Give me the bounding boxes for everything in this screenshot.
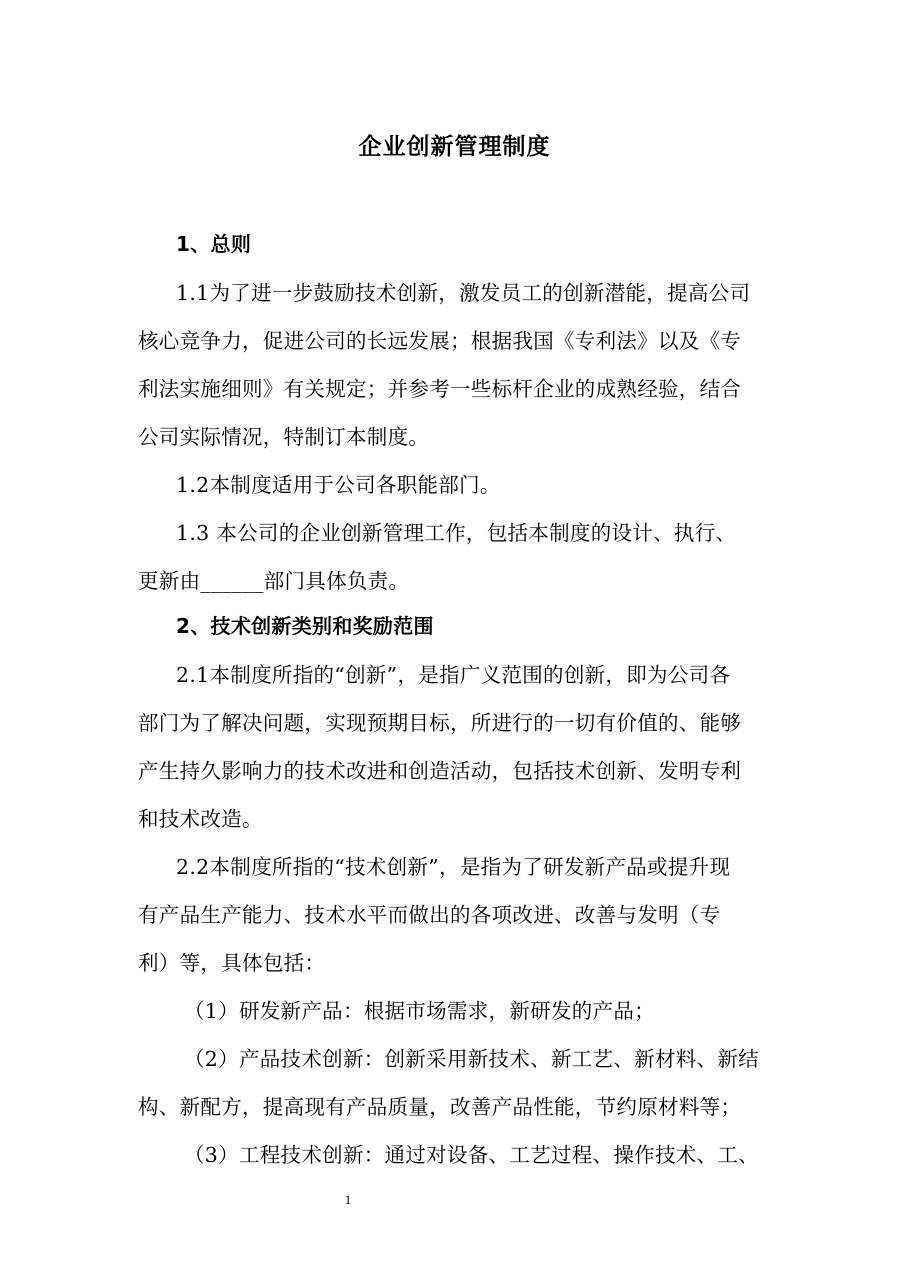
section-heading-general: 1、总则	[176, 232, 252, 256]
document-title: 企业创新管理制度	[358, 134, 551, 160]
paragraph-line: 部门为了解决问题，实现预期目标，所进行的一切有价值的、能够	[138, 711, 742, 735]
paragraph-line: 1.2本制度适用于公司各职能部门。	[176, 473, 501, 497]
paragraph-line: 2.1本制度所指的“创新”，是指广义范围的创新，即为公司各	[176, 663, 731, 687]
paragraph-line: 利）等，具体包括：	[138, 951, 326, 975]
section-heading-categories: 2、技术创新类别和奖励范围	[176, 614, 434, 638]
paragraph-line: 公司实际情况，特制订本制度。	[138, 425, 430, 449]
paragraph-line: 有产品生产能力、技术水平而做出的各项改进、改善与发明（专	[138, 903, 721, 927]
paragraph-line: 核心竞争力，促进公司的长远发展；根据我国《专利法》以及《专	[138, 329, 742, 353]
paragraph-line: 构、新配方，提高现有产品质量，改善产品性能，节约原材料等；	[138, 1095, 742, 1119]
paragraph-line: 产生持久影响力的技术改进和创造活动，包括技术创新、发明专利	[138, 759, 742, 783]
paragraph-line: 更新由______部门具体负责。	[138, 569, 410, 593]
paragraph-line: 1.1为了进一步鼓励技术创新，激发员工的创新潜能，提高公司	[176, 281, 751, 305]
list-item: （2）产品技术创新：创新采用新技术、新工艺、新材料、新结	[184, 1047, 759, 1071]
paragraph-line: 2.2本制度所指的“技术创新”，是指为了研发新产品或提升现	[176, 855, 731, 879]
page-number: 1	[344, 1192, 352, 1207]
list-item: （1）研发新产品：根据市场需求，新研发的产品；	[184, 999, 655, 1023]
paragraph-line: 利法实施细则》有关规定；并参考一些标杆企业的成熟经验，结合	[138, 377, 742, 401]
paragraph-line: 和技术改造。	[138, 807, 263, 831]
list-item: （3）工程技术创新：通过对设备、工艺过程、操作技术、工、	[184, 1143, 759, 1167]
paragraph-line: 1.3 本公司的企业创新管理工作，包括本制度的设计、执行、	[176, 521, 737, 545]
